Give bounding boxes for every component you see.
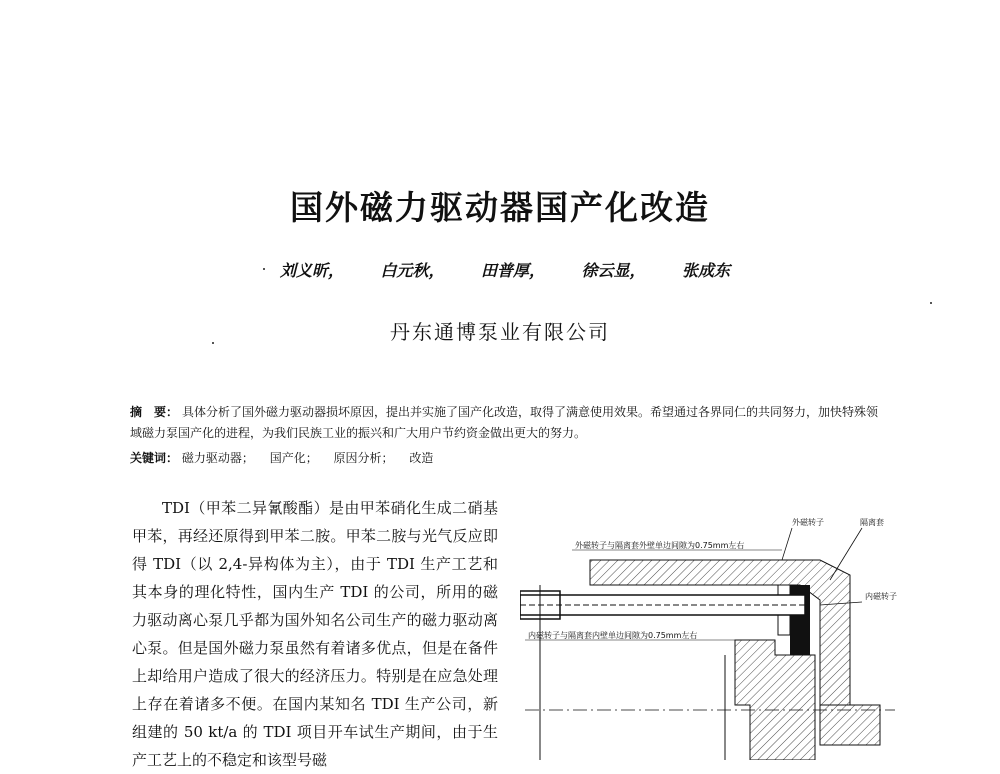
keyword: 磁力驱动器； [181,451,254,465]
label-inner-rotor: 内磁转子 [865,592,897,601]
note-outer-clearance: 外磁转子与隔离套外壁单边间隙为0.75mm左右 [575,541,745,550]
author-name: 张成东 [681,261,730,280]
scan-speck [263,268,265,270]
magnetic-drive-figure [520,505,900,760]
leader-line [782,528,792,560]
pump-housing-section [735,640,815,760]
scan-speck [930,302,932,304]
drive-shaft [520,595,805,615]
author-list [280,258,730,281]
keywords-label: 关键词： [130,451,179,465]
author-name: 徐云显， [581,261,646,280]
author-name: 田普厚， [480,261,545,280]
body-text [132,494,498,774]
abstract-label: 摘 要： [130,405,179,419]
paper-title: 国外磁力驱动器国产化改造 [290,188,710,227]
keywords [130,448,882,468]
keyword: 国产化； [269,451,318,465]
scan-speck [212,342,214,344]
label-isolation-sleeve: 隔离套 [860,518,884,527]
keyword: 改造 [409,451,434,465]
label-outer-rotor: 外磁转子 [792,518,824,527]
abstract [130,402,882,444]
affiliation: 丹东通博泵业有限公司 [390,320,610,344]
author-name: 刘义昕， [280,261,345,280]
flange-section [820,705,880,745]
keyword: 原因分析； [333,451,394,465]
author-name: 白元秋， [380,261,445,280]
note-inner-clearance: 内磁转子与隔离套内壁单边间隙为0.75mm左右 [528,631,698,640]
body-paragraph: TDI（甲苯二异氰酸酯）是由甲苯硝化生成二硝基甲苯，再经还原得到甲苯二胺。甲苯二胺与光气反应即得 TDI（以 2,4-异构体为主），由于 TDI 生产工艺和其本身的理化特性，国内生产 TDI 的公司，所用的磁力驱动离心泵几乎都为国外知名公司生产的磁力驱动离心泵。但是国外磁力泵虽然有着诸多优点，但是在备件上却给用户造成了很大的经济压力。特别是在应急处理上存在着诸多不便。在国内某知名 TDI 生产公司，新组建的 50 kt/a 的 TDI 项目开车试生产期间，由于生产工艺上的不稳定和该型号磁 [132,499,498,769]
abstract-text: 具体分析了国外磁力驱动器损坏原因，提出并实施了国产化改造，取得了满意使用效果。希望通过各界同仁的共同努力，加快特殊领域磁力泵国产化的进程，为我们民族工业的振兴和广大用户节约资金做出更大的努力。 [130,405,879,440]
